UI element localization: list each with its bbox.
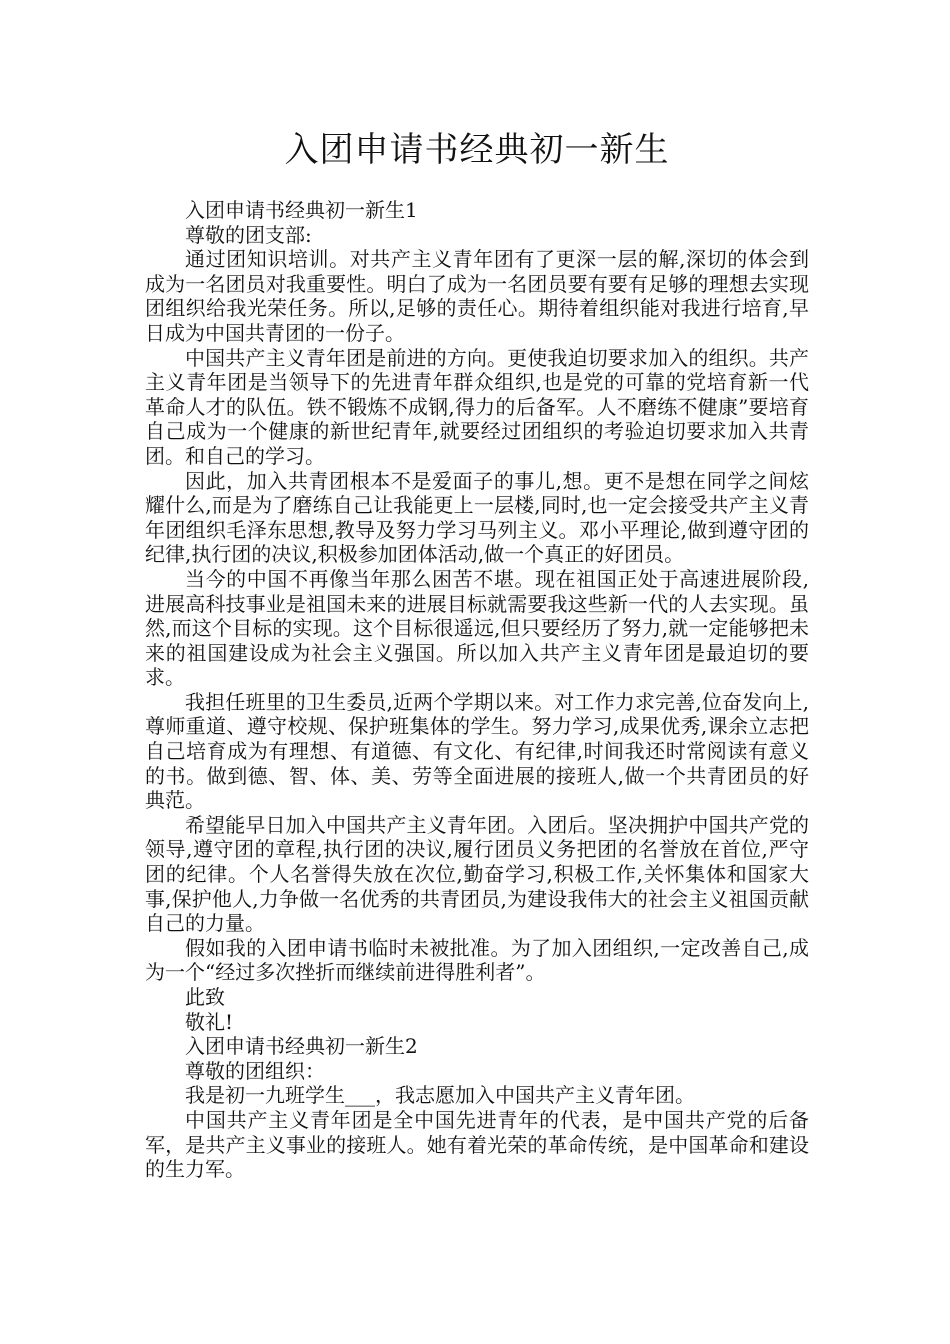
body-paragraph: 中国共产主义青年团是前进的方向。更使我迫切要求加入的组织。共产主义青年团是当领导下的先进青年群众组织,也是党的可靠的党培育新一代革命人才的队伍。铁不锻炼不成钢,得力的后备军。人不磨练不健康”要培育自己成为一个健康的新世纪青年,就要经过团组织的考验迫切要求加入共青团。和自己的学习。 [145, 345, 809, 468]
body-paragraph: 我是初一九班学生___，我志愿加入中国共产主义青年团。 [185, 1083, 695, 1108]
body-paragraph: 希望能早日加入中国共产主义青年团。入团后。坚决拥护中国共产党的领导,遵守团的章程,执行团的决议,履行团员义务把团的名誉放在首位,严守团的纪律。个人名誉得失放在次位,勤奋学习,积极工作,关怀集体和国家大事,保护他人,力争做一名优秀的共青团员,为建设我伟大的社会主义祖国贡献自己的力量。 [145, 812, 809, 936]
section-heading-2: 入团申请书经典初一新生2 [185, 1034, 418, 1059]
body-paragraph: 通过团知识培训。对共产主义青年团有了更深一层的解,深切的体会到成为一名团员对我重要性。明白了成为一名团员要有要有足够的理想去实现团组织给我光荣任务。所以,足够的责任心。期待着组织能对我进行培育,早日成为中国共青团的一份子。 [145, 247, 809, 345]
document-body [145, 198, 809, 1182]
body-paragraph: 假如我的入团申请书临时未被批准。为了加入团组织,一定改善自己,成为一个“经过多次挫折而继续前进得胜利者”。 [145, 935, 809, 985]
body-paragraph: 当今的中国不再像当年那么困苦不堪。现在祖国正处于高速进展阶段,进展高科技事业是祖国未来的进展目标就需要我这些新一代的人去实现。虽然,而这个目标的实现。这个目标很遥远,但只要经历了努力,就一定能够把未来的祖国建设成为社会主义强国。所以加入共产主义青年团是最迫切的要求。 [145, 566, 809, 690]
salutation-2: 尊敬的团组织： [185, 1058, 325, 1083]
closing-line: 此致 [185, 985, 225, 1009]
section-heading-1: 入团申请书经典初一新生1 [185, 198, 418, 222]
document-page [145, 128, 809, 1182]
document-title: 入团申请书经典初一新生 [284, 130, 670, 170]
body-paragraph: 我担任班里的卫生委员,近两个学期以来。对工作力求完善,位奋发向上,尊师重道、遵守校规、保护班集体的学生。努力学习,成果优秀,课余立志把自己培育成为有理想、有道德、有文化、有纪律,时间我还时常阅读有意义的书。做到德、智、体、美、劳等全面进展的接班人,做一个共青团员的好典范。 [145, 689, 809, 813]
body-paragraph: 因此，加入共青团根本不是爱面子的事儿,想。更不是想在同学之间炫耀什么,而是为了磨练自己让我能更上一层楼,同时,也一定会接受共产主义青年团组织毛泽东思想,教导及努力学习马列主义。邓小平理论,做到遵守团的纪律,执行团的决议,积极参加团体活动,做一个真正的好团员。 [145, 468, 809, 567]
closing-salute: 敬礼! [185, 1009, 234, 1034]
body-paragraph: 中国共产主义青年团是全中国先进青年的代表，是中国共产党的后备军，是共产主义事业的接班人。她有着光荣的革命传统，是中国革命和建设的生力军。 [145, 1107, 809, 1182]
salutation-1: 尊敬的团支部: [185, 222, 312, 247]
